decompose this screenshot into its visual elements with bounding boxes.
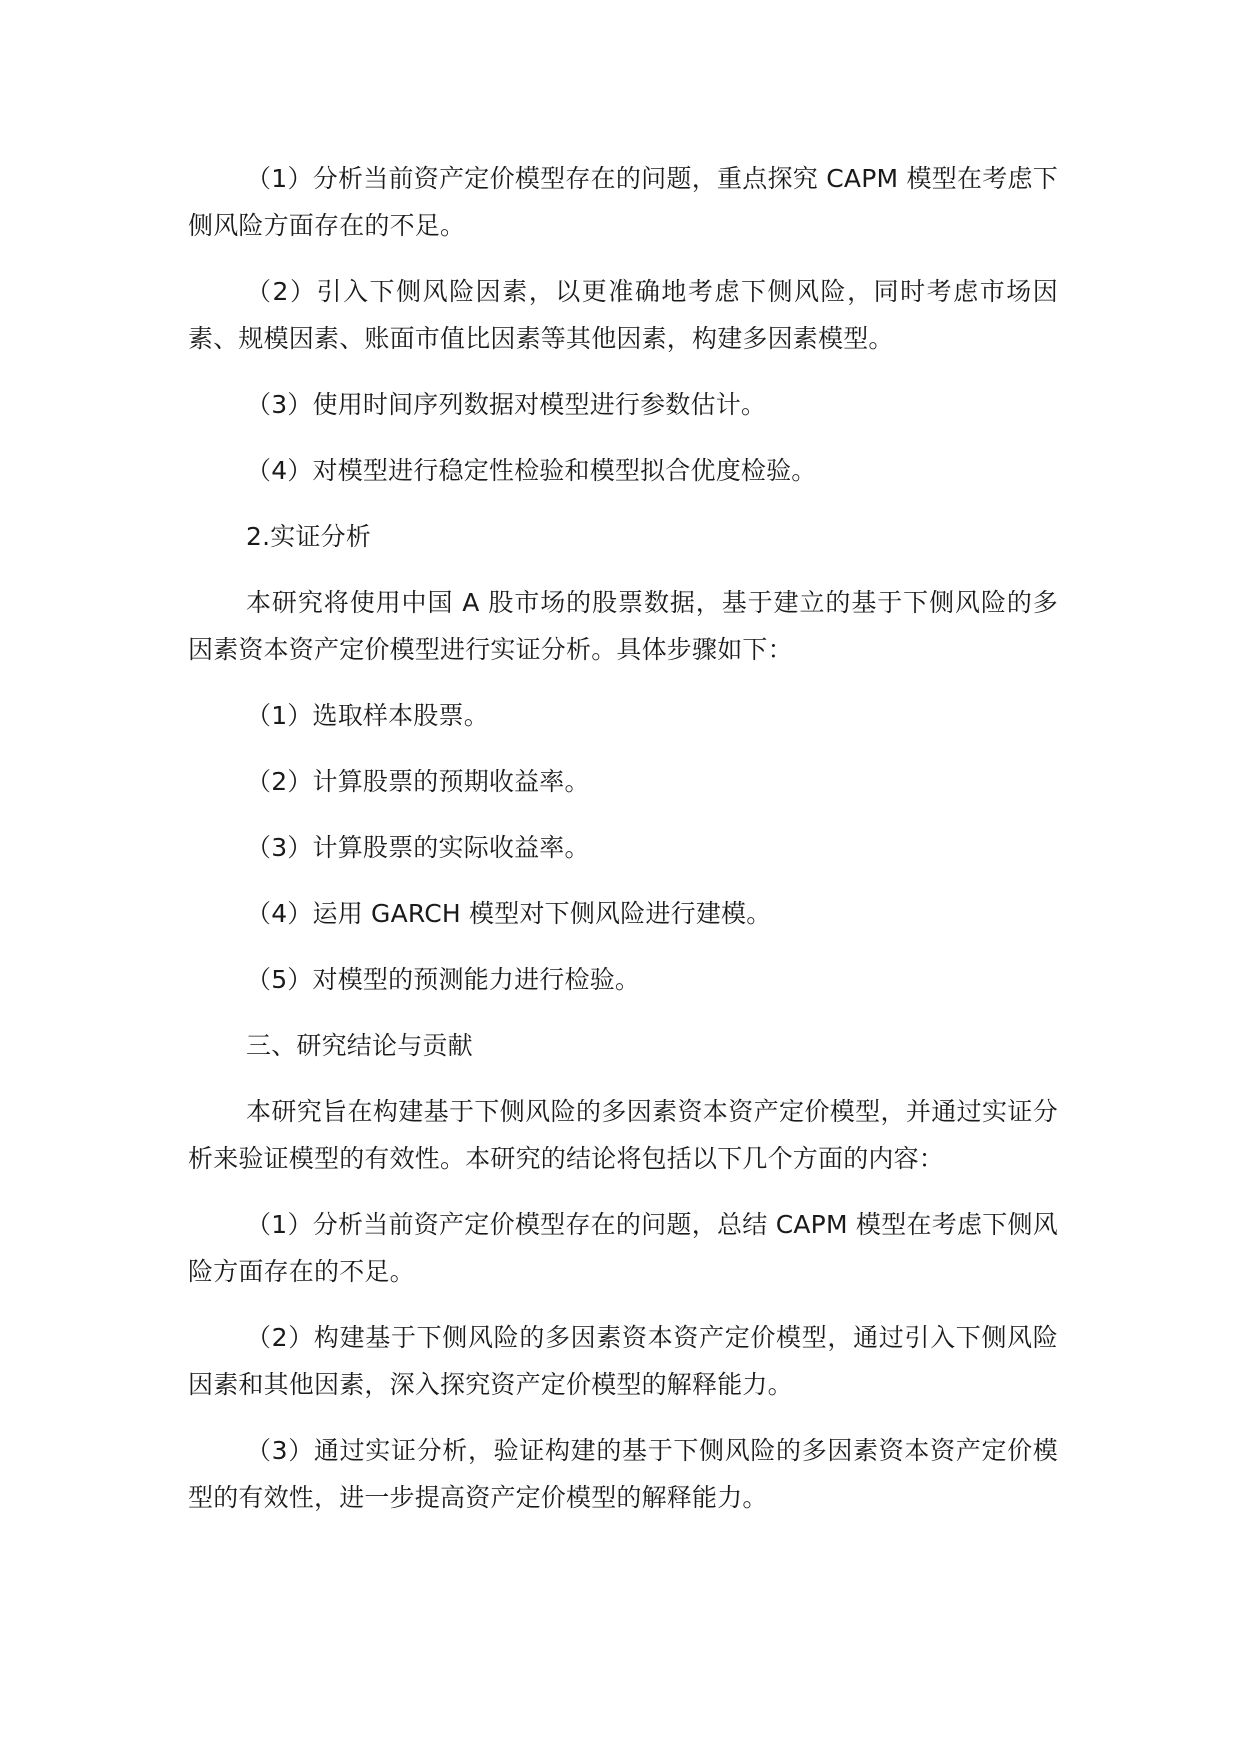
list-item-model-tests: （4）对模型进行稳定性检验和模型拟合优度检验。 [246, 456, 817, 485]
list-item-introduce-downside-risk: （2）引入下侧风险因素，以更准确地考虑下侧风险，同时考虑市场因素、规模因素、账面市值比因素等其他因素，构建多因素模型。 [188, 277, 1058, 353]
list-item-analyze-capm: （1）分析当前资产定价模型存在的问题，重点探究 CAPM 模型在考虑下侧风险方面存在的不足。 [188, 164, 1058, 240]
paragraph-conclusions-intro: 本研究旨在构建基于下侧风险的多因素资本资产定价模型，并通过实证分析来验证模型的有效性。本研究的结论将包括以下几个方面的内容： [188, 1097, 1058, 1173]
list-item-garch-modeling: （4）运用 GARCH 模型对下侧风险进行建模。 [246, 899, 772, 928]
list-item-parameter-estimation: （3）使用时间序列数据对模型进行参数估计。 [246, 390, 767, 419]
paragraph-empirical-intro: 本研究将使用中国 A 股市场的股票数据，基于建立的基于下侧风险的多因素资本资产定价模型进行实证分析。具体步骤如下： [188, 588, 1058, 664]
list-item-conclusion-capm-shortcomings: （1）分析当前资产定价模型存在的问题，总结 CAPM 模型在考虑下侧风险方面存在的不足。 [188, 1210, 1058, 1286]
list-item-conclusion-build-model: （2）构建基于下侧风险的多因素资本资产定价模型，通过引入下侧风险因素和其他因素，深入探究资产定价模型的解释能力。 [188, 1323, 1058, 1399]
list-item-actual-return: （3）计算股票的实际收益率。 [246, 833, 590, 862]
document-body [188, 155, 1058, 1540]
list-item-expected-return: （2）计算股票的预期收益率。 [246, 767, 590, 796]
section-heading-empirical-analysis: 2.实证分析 [246, 522, 372, 551]
list-item-select-stocks: （1）选取样本股票。 [246, 701, 489, 730]
list-item-conclusion-validate-model: （3）通过实证分析，验证构建的基于下侧风险的多因素资本资产定价模型的有效性，进一步提高资产定价模型的解释能力。 [188, 1436, 1058, 1512]
list-item-forecast-test: （5）对模型的预测能力进行检验。 [246, 965, 641, 994]
section-heading-conclusions: 三、研究结论与贡献 [246, 1031, 473, 1060]
